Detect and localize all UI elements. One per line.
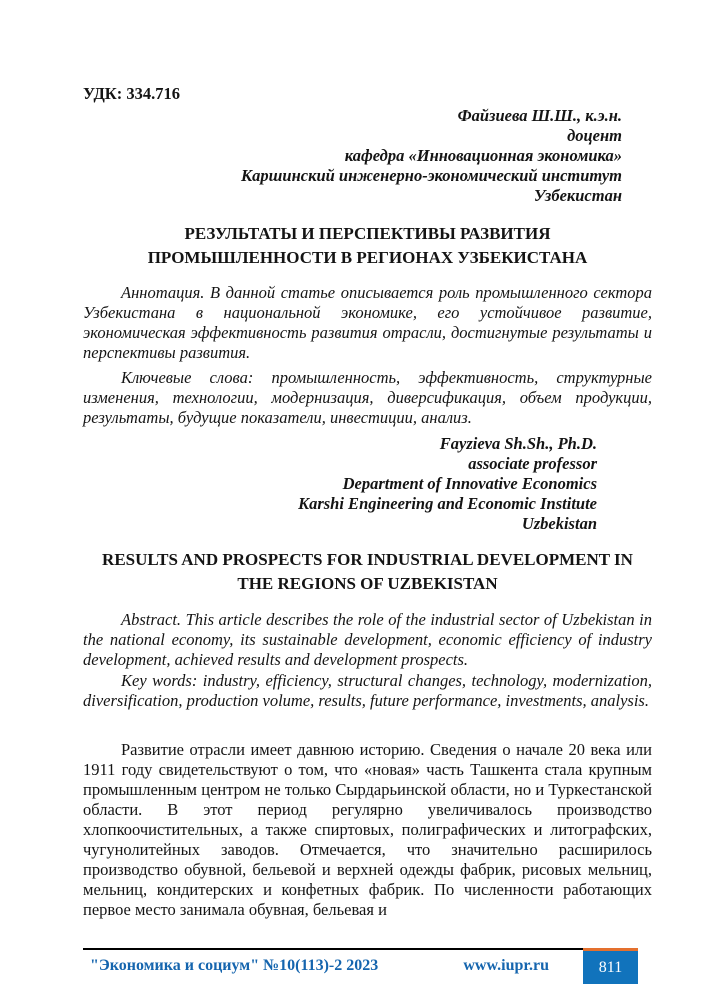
author-ru-name: Файзиева Ш.Ш., к.э.н. [457,106,622,125]
article-title-en-line1: RESULTS AND PROSPECTS FOR INDUSTRIAL DEVELOPMENT IN [102,550,633,569]
author-block-ru [241,106,622,206]
keywords-ru: Ключевые слова: промышленность, эффективность, структурные изменения, технологии, модернизация, диверсификация, объем продукции, результаты, будущие показатели, инвестиции, анализ. [83,368,652,427]
article-title-ru-line1: РЕЗУЛЬТАТЫ И ПЕРСПЕКТИВЫ РАЗВИТИЯ [184,224,551,243]
author-ru-country: Узбекистан [533,186,622,205]
author-en-department: Department of Innovative Economics [342,474,597,493]
keywords-en: Key words: industry, efficiency, structural changes, technology, modernization, diversification, production volume, results, future performance, investments, analysis. [83,671,652,710]
author-en-name: Fayzieva Sh.Sh., Ph.D. [439,434,597,453]
author-en-country: Uzbekistan [521,514,597,533]
page-number-badge [583,948,638,984]
author-en-position: associate professor [468,454,597,473]
author-ru-institute: Каршинский инженерно-экономический институт [240,166,622,185]
footer-website-link[interactable]: www.iupr.ru [463,957,549,974]
article-title-ru-line2: ПРОМЫШЛЕННОСТИ В РЕГИОНАХ УЗБЕКИСТАНА [147,248,588,267]
abstract-ru: Аннотация. В данной статье описывается роль промышленного сектора Узбекистана в национальной экономике, его устойчивое развитие, экономическая эффективность развития отрасли, достигнутые результаты и перспективы развития. [83,283,652,362]
article-title-en-line2: THE REGIONS OF UZBEKISTAN [237,574,498,593]
article-title-ru [83,222,652,270]
article-title-en [83,548,652,596]
udc-code: УДК: 334.716 [83,84,181,103]
author-en-institute: Karshi Engineering and Economic Institute [298,494,597,513]
footer-divider [83,948,583,950]
author-ru-position: доцент [567,126,622,145]
footer-journal-title: "Экономика и социум" №10(113)-2 2023 [90,957,379,974]
author-ru-department: кафедра «Инновационная экономика» [344,146,622,165]
abstract-en: Abstract. This article describes the role of the industrial sector of Uzbekistan in the national economy, its sustainable development, economic efficiency of industry development, achieved results and development prospects. [83,610,652,669]
author-block-en [298,434,597,534]
page-number: 811 [598,958,623,976]
article-body-paragraph: Развитие отрасли имеет давнюю историю. Сведения о начале 20 века или 1911 году свидетельствуют о том, что «новая» часть Ташкента стала крупным промышленным центром не только Сырдарьинской области, но и Туркестанской области. В этот период регулярно увеличивалось производство хлопкоочистительных, а также спиртовых, полиграфических и литографских, чугунолитейных заводов. Отмечается, что значительно расширилось производство обувной, бельевой и верхней одежды фабрик, рисовых мельниц, мельниц, кондитерских и конфетных фабрик. По численности работающих первое место занимала обувная, бельевая и [83,740,652,919]
